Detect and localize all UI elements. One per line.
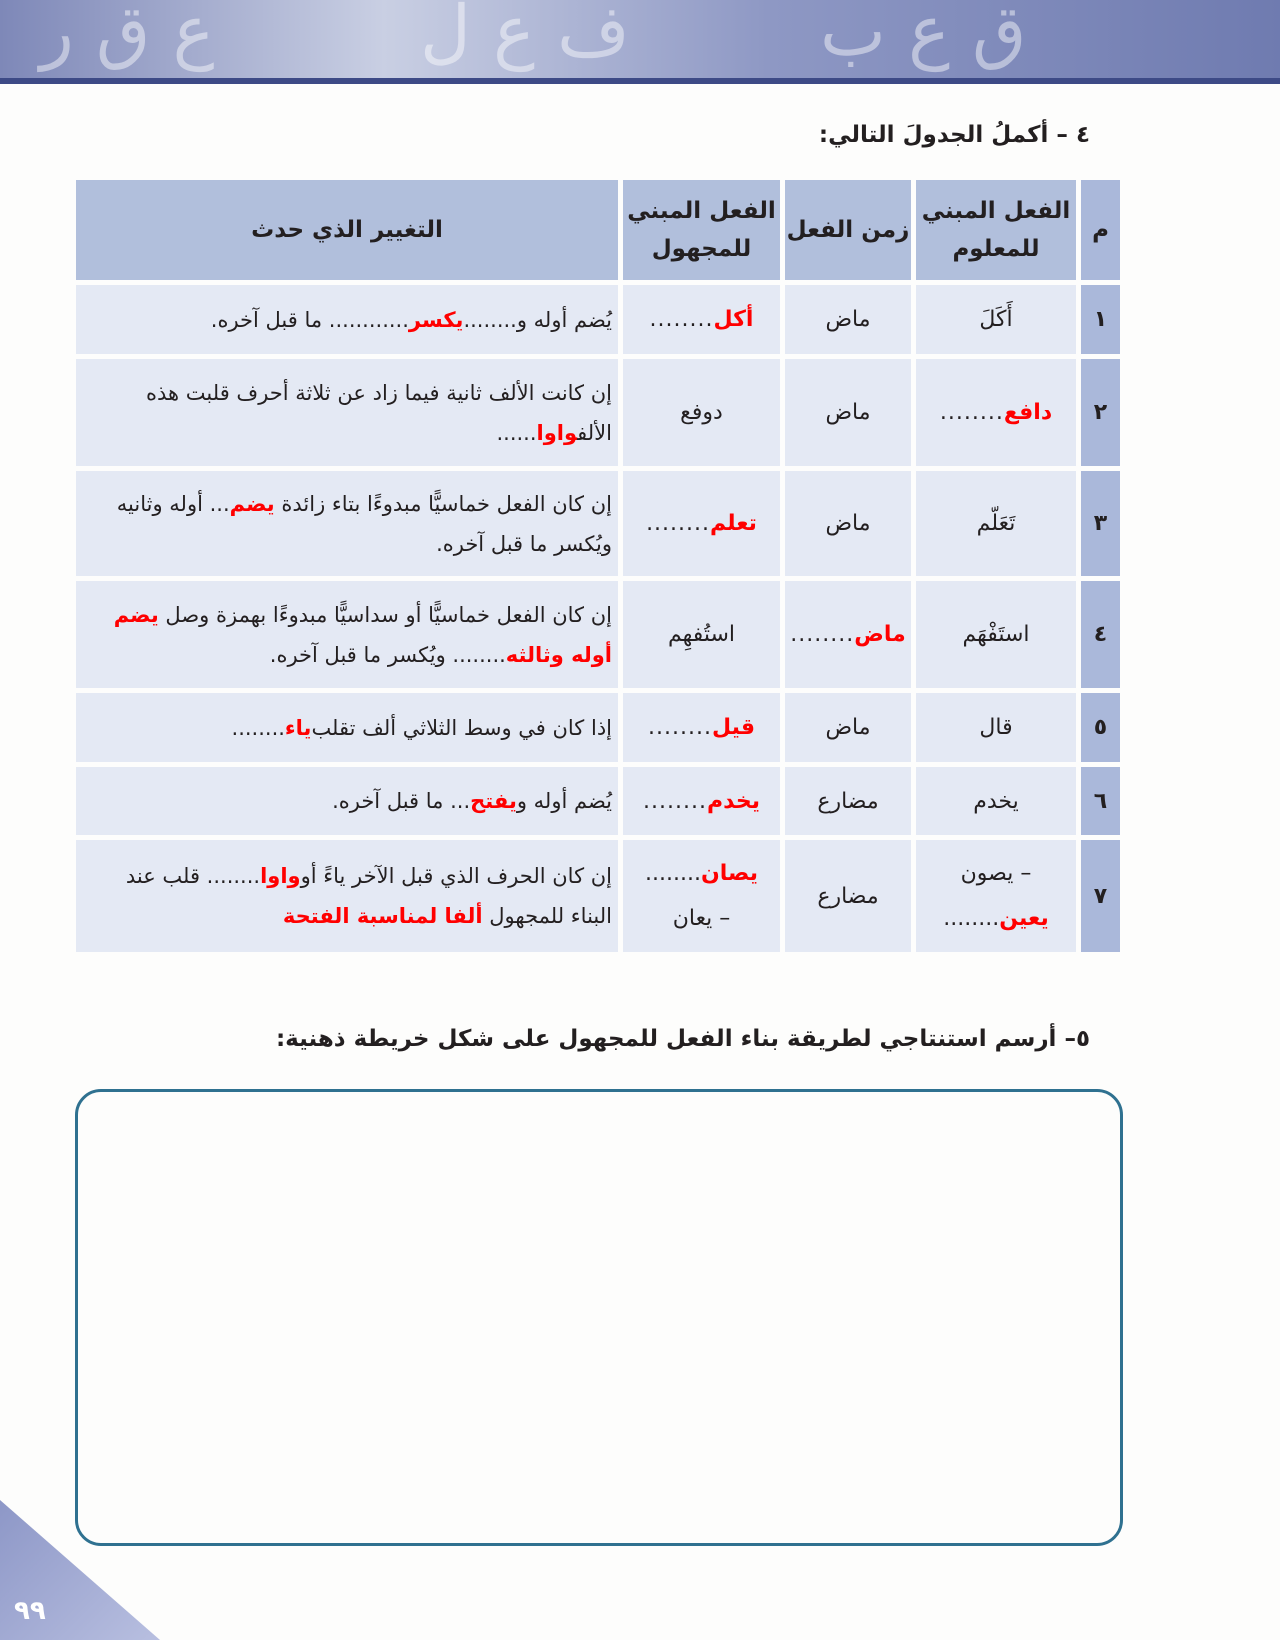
header-num: م <box>1081 180 1120 280</box>
passive-verb: أكل ........ <box>623 285 780 354</box>
tense: ماض <box>785 359 911 466</box>
tense: ماض <box>785 693 911 762</box>
decorative-banner: ع ق ر ف ع ل ق ع ب <box>0 0 1280 84</box>
active-verb: دافع ........ <box>916 359 1076 466</box>
answer: ياء <box>284 715 312 740</box>
active-verb: قال <box>916 693 1076 762</box>
answer: دافع <box>1003 400 1053 425</box>
answer: يكسر <box>408 307 464 332</box>
answer: ماض <box>854 622 906 647</box>
active-verb: أَكَلَ <box>916 285 1076 354</box>
change-text: إذا كان في وسط الثلاثي ألف تقلب ياء ........ <box>76 693 618 762</box>
answer: أكل <box>713 307 754 332</box>
change-text: يُضم أوله و يفتح ... ما قبل آخره. <box>76 767 618 835</box>
passive-verb: يصان........ – يعان <box>623 840 780 952</box>
answer: يخدم <box>707 788 760 814</box>
tense: ماض <box>785 471 911 576</box>
answer: يضم <box>229 491 275 516</box>
change-text: يُضم أوله و........ يكسر ............ ما قبل آخره. <box>76 285 618 354</box>
active-verb: تَعَلّم <box>916 471 1076 576</box>
answer: واوا <box>536 420 578 445</box>
change-text: إن كان الحرف الذي قبل الآخر ياءً أوواوا........ قلب عند البناء للمجهول ألفا لمناسبة الفتحة <box>76 840 618 952</box>
row-num: ١ <box>1081 285 1120 354</box>
answer: يفتح <box>470 789 517 813</box>
row-num: ٧ <box>1081 840 1120 952</box>
answer: تعلم <box>710 511 757 536</box>
tense: مضارع <box>785 840 911 952</box>
header-tense: زمن الفعل <box>785 180 911 280</box>
row-num: ٦ <box>1081 767 1120 835</box>
change-text: إن كان الفعل خماسيًّا مبدوءًا بتاء زائدة يضم... أوله وثانيه ويُكسر ما قبل آخره. <box>76 471 618 576</box>
tense: مضارع <box>785 767 911 835</box>
mind-map-answer-box[interactable] <box>75 1089 1123 1546</box>
change-text: إن كان الفعل خماسيًّا أو سداسيًّا مبدوءًا بهمزة وصل يضم أوله وثالثه........ ويُكسر ما قبل آخره. <box>76 581 618 688</box>
active-verb: يخدم <box>916 767 1076 835</box>
passive-verb: يخدم ........ <box>623 767 780 835</box>
question-4-title: ٤ – أكملُ الجدولَ التالي: <box>818 122 1090 148</box>
header-change: التغيير الذي حدث <box>76 180 618 280</box>
answer: واوا <box>260 864 301 888</box>
passive-verb: استُفهِم <box>623 581 780 688</box>
tense: ماض <box>785 285 911 354</box>
passive-verb: تعلم ........ <box>623 471 780 576</box>
row-num: ٣ <box>1081 471 1120 576</box>
page-number: ٩٩ <box>14 1596 46 1626</box>
tense: ماض ........ <box>785 581 911 688</box>
answer: يضم أوله وثالثه <box>113 602 612 667</box>
change-text: إن كانت الألف ثانية فيما زاد عن ثلاثة أحرف قلبت هذه الألفواوا...... <box>76 359 618 466</box>
row-num: ٤ <box>1081 581 1120 688</box>
verbs-table <box>76 180 1120 952</box>
answer: يعين <box>999 906 1049 931</box>
header-passive: الفعل المبني للمجهول <box>623 180 780 280</box>
row-num: ٢ <box>1081 359 1120 466</box>
answer: قيل <box>711 715 755 740</box>
answer: يصان <box>700 861 758 886</box>
passive-verb: قيل ........ <box>623 693 780 762</box>
passive-verb: دوفع <box>623 359 780 466</box>
active-verb: – يصون يعين........ <box>916 840 1076 952</box>
header-active: الفعل المبني للمعلوم <box>916 180 1076 280</box>
question-5-title: ٥– أرسم استنتاجي لطريقة بناء الفعل للمجهول على شكل خريطة ذهنية: <box>275 1026 1090 1052</box>
answer: ألفا لمناسبة الفتحة <box>282 904 483 928</box>
active-verb: استَفْهَم <box>916 581 1076 688</box>
row-num: ٥ <box>1081 693 1120 762</box>
